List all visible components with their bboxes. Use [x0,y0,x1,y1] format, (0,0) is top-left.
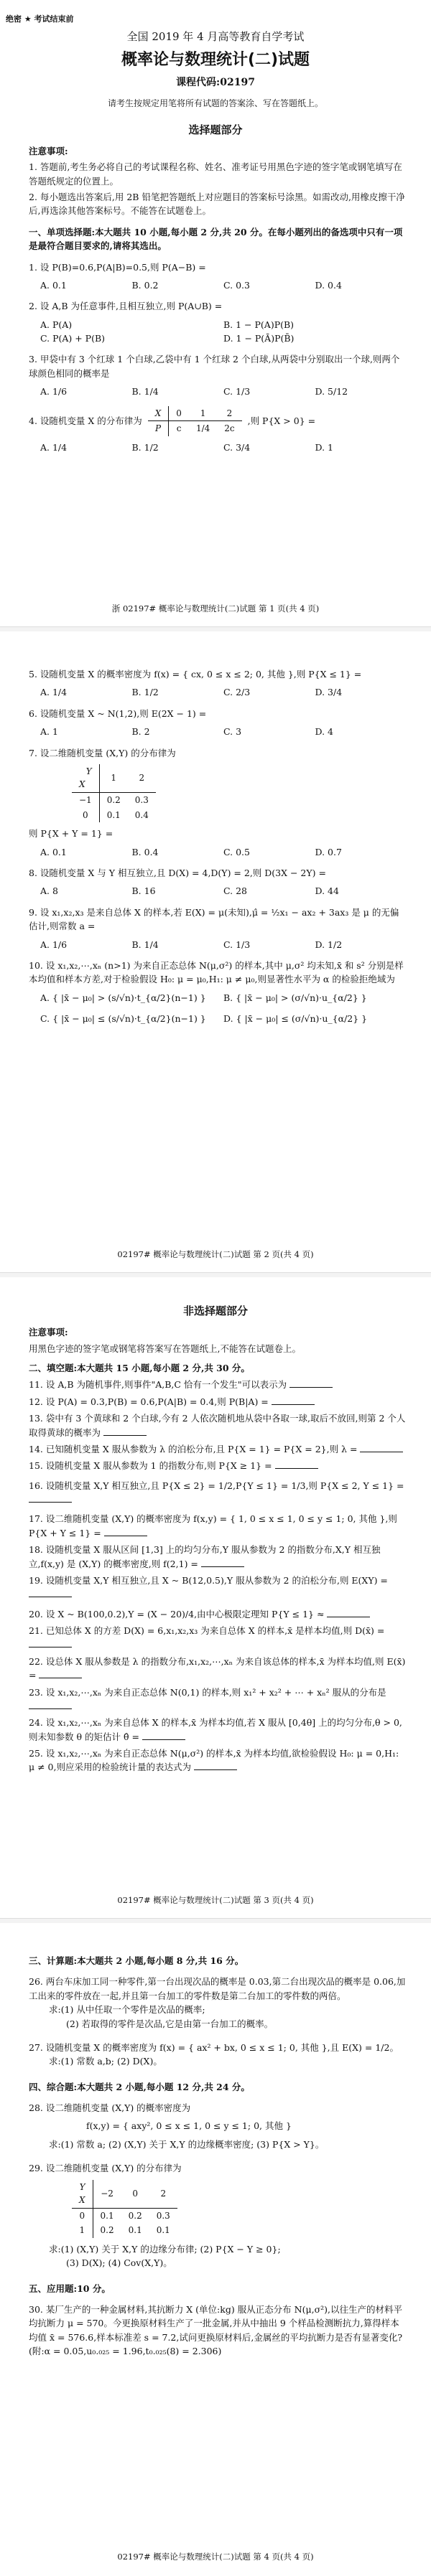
fill-text: 13. 袋中有 3 个黄球和 2 个白球,今有 2 人依次随机地从袋中各取一球,取后不放回,则第 2 个人取得黄球的概率为 [29,1413,406,1438]
fill-item-23 [29,1686,407,1714]
option-b: B. 1/4 [131,386,159,398]
option-c: C. 3 [223,726,242,738]
question-stem: 4. 设随机变量 X 的分布律为 [29,415,142,426]
table-cell: c [176,423,182,434]
table-cell: 0.2 [106,795,121,806]
table-cell: P [148,421,169,436]
option-b: B. 1/4 [131,939,159,950]
fill-text: 22. 设总体 X 服从参数是 λ 的指数分布,x₁,x₂,⋯,xₙ 为来自该总体的样本,x̄ 为样本均值,则 E(x̄) = [29,1655,406,1681]
options [40,385,407,398]
fill-item-15 [29,1459,407,1472]
table-cell: 0 [169,406,189,421]
question-stem: 28. 设二维随机变量 (X,Y) 的概率密度为 [29,2102,191,2113]
option-c: C. 1/3 [223,386,251,398]
table-row [72,793,156,808]
page-footer: 02197# 概率论与数理统计(二)试题 第 3 页(共 4 页) [117,1895,314,1905]
fill-text: 19. 设随机变量 X,Y 相互独立,且 X ~ B(12,0.5),Y 服从参数为 2 的泊松分布,则 E(XY) = [29,1574,388,1586]
density-formula: f(x,y) = { axy², 0 ≤ x ≤ 1, 0 ≤ y ≤ 1; 0, 其他 } [86,2120,292,2132]
course-code: 课程代码:02197 [176,77,255,89]
option-a: A. 1/4 [40,441,68,453]
sub-question: 求:(1) 常数 a,b; (2) D(X)。 [49,2056,162,2067]
answer-blank [201,1559,244,1567]
table-corner-y: Y [85,766,92,776]
page-separator [0,1918,431,1923]
table-corner-y: Y [79,2181,85,2192]
fill-item-18 [29,1543,407,1571]
option-b: B. 2 [131,726,150,738]
question-27 [29,2041,407,2069]
option-a: A. P(A) [40,319,73,330]
sub-question: (2) 若取得的零件是次品,它是由第一台加工的概率。 [66,2018,274,2029]
question-5 [29,667,407,700]
section-title: 二、填空题:本大题共 15 小题,每小题 2 分,共 30 分。 [29,1363,250,1373]
fill-item-22 [29,1655,407,1683]
table-row [72,2208,177,2223]
options [40,441,407,454]
question-stem-tail: ,则 P{X > 0} = [247,415,316,426]
answer-blank [327,1609,370,1617]
page-separator [0,1272,431,1277]
option-b: B. 16 [131,885,156,897]
table-header: 1 [99,764,128,793]
question-stem: 9. 设 x₁,x₂,x₃ 是来自总体 X 的样本,若 E(X) = μ(未知),μ̂ = ½x₁ − ax₂ + 3ax₃ 是 μ 的无偏估计,则常数 a = [29,906,399,932]
table-cell: 2 [217,406,241,421]
fill-text: 21. 已知总体 X 的方差 D(X) = 6,x₁,x₂,x₃ 为来自总体 X 的样本,x̄ 是样本均值,则 D(x̄) = [29,1625,385,1636]
attention-title: 注意事项: [29,1327,68,1338]
question-8 [29,866,407,898]
section-title: 一、单项选择题:本大题共 10 小题,每小题 2 分,共 20 分。在每小题列出的备选项中只有一项是最符合题目要求的,请将其选出。 [29,226,403,252]
option-a: A. { |x̄ − μ₀| > (s/√n)·t_{α/2}(n−1) } [40,992,206,1003]
fill-item-24 [29,1716,407,1744]
answer-blank [29,1639,72,1647]
table-cell: −1 [72,793,99,808]
question-4 [29,406,407,455]
answer-blank [104,1528,147,1536]
distribution-table [148,406,242,436]
fill-item-20 [29,1607,407,1621]
option-d: D. 5/12 [315,386,348,398]
question-stem-tail: 则 P{X + Y = 1} = [29,828,113,840]
answer-blank [360,1444,403,1452]
sub-question: 求:(1) 从中任取一个零件是次品的概率; [49,2004,205,2016]
table-cell: X [148,406,169,421]
option-b: B. 1 − P(A)P(B) [223,319,295,330]
sub-question: 求:(1) 常数 a; (2) (X,Y) 关于 X,Y 的边缘概率密度; (3) P{X > Y}。 [49,2138,325,2150]
option-c: C. 1/3 [223,939,251,950]
option-a: A. 1/6 [40,939,68,950]
answer-blank [272,1396,315,1405]
table-header: −2 [93,2180,121,2209]
option-a: A. 1 [40,726,58,738]
fill-item-19 [29,1574,407,1602]
option-c: C. 3/4 [223,441,251,453]
options [40,725,407,738]
table-corner [72,764,99,793]
answer-blank [103,1427,147,1436]
fill-text: 15. 设随机变量 X 服从参数为 1 的指数分布,则 P{X ≥ 1} = [29,1460,272,1472]
answer-note: 请考生按规定用笔将所有试题的答案涂、写在答题纸上。 [107,98,323,109]
fill-text: 17. 设二维随机变量 (X,Y) 的概率密度为 f(x,y) = { 1, 0 ≤ x ≤ 1, 0 ≤ y ≤ 1; 0, 其他 },则 P{X + Y ≤ 1} = [29,1513,397,1538]
fill-text: 16. 设随机变量 X,Y 相互独立,且 P{X ≤ 2} = 1/2,P{Y ≤ 1} = 1/3,则 P{X ≤ 2, Y ≤ 1} = [29,1480,404,1491]
question-3 [29,352,407,398]
options [40,938,407,951]
option-d: D. 44 [315,885,339,897]
table-cell: 0 [72,2208,93,2223]
page-separator [0,626,431,631]
table-cell: 1 [72,2223,93,2238]
question-stem: 30. 某厂生产的一种金属材料,其抗断力 X (单位:kg) 服从正态分布 N(μ,σ²),以往生产的材料平均抗断力 μ = 570。今更换原材料生产了一批金属,并从中抽出 9 个样品检测断抗力,算得样本均值 x̄ = 576.6,样本标准差 s = 7.2,试问更换原材料后,金属丝的平均抗断力是否有显著变化?(附:α = 0.05,u₀.₀₂₅ = 1.96,t₀.₀₂₅(8) = 2.306) [29,2304,403,2357]
page-2 [0,631,431,1277]
part-title-non-choice: 非选择题部分 [182,1305,248,1317]
table-cell: 0.1 [106,809,121,820]
secret-mark: 绝密 ★ 考试结束前 [6,14,74,24]
table-header: 2 [128,764,156,793]
question-2 [29,299,407,345]
option-c: C. 0.3 [223,279,250,291]
option-a: A. 1/4 [40,687,68,698]
joint-distribution-table [72,764,156,822]
table-row [72,2223,177,2238]
page-4 [0,1923,431,2576]
fill-text: 20. 设 X ~ B(100,0.2),Y = (X − 20)/4,由中心极限定理知 P{Y ≤ 1} ≈ [29,1608,325,1620]
answer-blank [275,1460,318,1469]
question-stem: 3. 甲袋中有 3 个红球 1 个白球,乙袋中有 1 个红球 2 个白球,从两袋中分别取出一个球,则两个球颜色相同的概率是 [29,354,400,379]
option-d: D. 3/4 [315,687,343,698]
option-d: D. 4 [315,726,333,738]
answer-blank [289,1379,333,1388]
option-b: B. 0.4 [131,846,159,857]
joint-distribution-table [72,2180,177,2238]
option-d: D. 1 − P(Ā)P(B̄) [223,333,295,344]
question-10 [29,959,407,1026]
options [40,685,407,699]
question-6 [29,707,407,739]
option-b: B. 1/2 [131,441,159,453]
question-9 [29,906,407,951]
fill-text: 14. 已知随机变量 X 服从参数为 λ 的泊松分布,且 P{X = 1} = P{X = 2},则 λ = [29,1443,358,1454]
fill-item-12 [29,1395,407,1409]
page-footer: 02197# 概率论与数理统计(二)试题 第 4 页(共 4 页) [117,2552,314,2562]
fill-text: 24. 设 x₁,x₂,⋯,xₙ 为来自总体 X 的样本,x̄ 为样本均值,若 X 服从 [0,4θ] 上的均匀分布,θ > 0,则未知参数 θ 的矩估计 θ̂ = [29,1717,402,1742]
question-29 [29,2161,407,2270]
table-cell: 1 [189,406,217,421]
options [40,991,407,1026]
fill-text: 25. 设 x₁,x₂,⋯,xₙ 为来自正态总体 N(μ,σ²) 的样本,x̄ 为样本均值,欲检验假设 H₀: μ = 0,H₁: μ ≠ 0,则应采用的检验统计量的表达式为 [29,1748,399,1773]
table-row [72,808,156,823]
answer-blank [29,1701,72,1709]
question-26 [29,1975,407,2031]
option-b: B. 0.2 [131,279,159,291]
question-stem: 5. 设随机变量 X 的概率密度为 f(x) = { cx, 0 ≤ x ≤ 2; 0, 其他 },则 P{X ≤ 1} = [29,669,362,680]
option-a: A. 8 [40,885,58,897]
exam-title: 全国 2019 年 4 月高等教育自学考试 [126,30,305,43]
fill-text: 18. 设随机变量 X 服从区间 [1,3] 上的均匀分布,Y 服从参数为 2 的指数分布,X,Y 相互独立,f(x,y) 是 (X,Y) 的概率密度,则 f(2,1) = [29,1544,381,1569]
table-corner-x: X [79,2195,85,2206]
question-stem: 27. 设随机变量 X 的概率密度为 f(x) = { ax² + bx, 0 ≤ x ≤ 1; 0, 其他 },且 E(X) = 1/2。 [29,2041,399,2053]
table-header: 0 [121,2180,149,2209]
option-d: D. 0.7 [315,846,342,857]
question-stem: 6. 设随机变量 X ~ N(1,2),则 E(2X − 1) = [29,708,207,719]
question-1 [29,260,407,293]
table-cell: 0.1 [156,2225,170,2236]
question-28 [29,2101,407,2151]
option-d: D. 1 [315,441,333,453]
question-stem: 26. 两台车床加工同一种零件,第一台出现次品的概率是 0.03,第二台出现次品的概率是 0.06,加工出来的零件放在一起,并且第一台加工的零件数是第二台加工的零件数的两倍。 [29,1976,406,2001]
table-cell: 0.1 [100,2210,114,2221]
table-cell: 0.2 [100,2225,114,2236]
section-title: 五、应用题:10 分。 [29,2283,111,2294]
options [40,884,407,898]
table-cell: 0.4 [134,809,149,820]
option-a: A. 1/6 [40,386,68,398]
option-c: C. P(A) + P(B) [40,333,106,344]
answer-blank [194,1762,237,1770]
question-stem: 2. 设 A,B 为任意事件,且相互独立,则 P(A∪B) = [29,301,223,312]
table-cell: 0.2 [128,2210,142,2221]
table-cell: 1/4 [195,423,210,434]
options [40,845,407,859]
attention-title: 注意事项: [29,145,68,156]
question-stem: 29. 设二维随机变量 (X,Y) 的分布律为 [29,2163,182,2174]
table-header: 2 [149,2180,177,2209]
option-d: D. 0.4 [315,279,342,291]
table-cell: 0 [72,808,99,823]
sub-question: (3) D(X); (4) Cov(X,Y)。 [66,2257,172,2269]
table-corner-x: X [79,779,85,790]
answer-blank [29,1494,72,1503]
option-d: D. 1/2 [315,939,343,950]
table-cell: 0.3 [134,795,149,806]
question-30 [29,2303,407,2359]
question-stem: 1. 设 P(B)=0.6,P(A|B)=0.5,则 P(A−B) = [29,261,206,273]
page-footer: 02197# 概率论与数理统计(二)试题 第 2 页(共 4 页) [117,1249,314,1259]
section-title: 四、综合题:本大题共 2 小题,每小题 12 分,共 24 分。 [29,2081,250,2092]
paper-title: 概率论与数理统计(二)试题 [121,51,310,70]
option-b: B. { |x̄ − μ₀| > (σ/√n)·u_{α/2} } [223,992,367,1003]
section-title: 三、计算题:本大题共 2 小题,每小题 8 分,共 16 分。 [29,1955,244,1966]
attention-item: 用黑色字迹的签字笔或钢笔将答案写在答题纸上,不能答在试题卷上。 [29,1343,301,1354]
answer-blank [29,1589,72,1597]
fill-item-14 [29,1442,407,1456]
option-c: C. 28 [223,885,247,897]
table-cell: 0.3 [156,2210,170,2221]
fill-text: 12. 设 P(A) = 0.3,P(B) = 0.6,P(A|B) = 0.4,则 P(B|A) = [29,1396,269,1407]
question-stem: 7. 设二维随机变量 (X,Y) 的分布律为 [29,747,176,758]
fill-text: 23. 设 x₁,x₂,⋯,xₙ 为来自正态总体 N(0,1) 的样本,则 x₁² + x₂² + ⋯ + xₙ² 服从的分布是 [29,1686,386,1698]
page-footer: 浙 02197# 概率论与数理统计(二)试题 第 1 页(共 4 页) [111,603,320,614]
table-cell: 0.1 [128,2225,142,2236]
option-a: A. 0.1 [40,846,67,857]
option-c: C. 2/3 [223,687,251,698]
fill-text: 11. 设 A,B 为随机事件,则事件"A,B,C 恰有一个发生"可以表示为 [29,1379,287,1391]
option-c: C. 0.5 [223,846,250,857]
fill-item-13 [29,1411,407,1439]
page-3 [0,1277,431,1923]
fill-item-16 [29,1479,407,1507]
option-a: A. 0.1 [40,279,67,291]
fill-item-21 [29,1624,407,1652]
option-c: C. { |x̄ − μ₀| ≤ (s/√n)·t_{α/2}(n−1) } [40,1013,206,1024]
page-1 [0,0,431,631]
question-stem: 10. 设 x₁,x₂,⋯,xₙ (n>1) 为来自正态总体 N(μ,σ²) 的样本,其中 μ,σ² 均未知,x̄ 和 s² 分别是样本均值和样本方差,对于检验假设 H₀: μ = μ₀,H₁: μ ≠ μ₀,则显著性水平为 α 的检验拒绝域为 [29,959,404,985]
attention-item: 2. 每小题选出答案后,用 2B 铅笔把答题纸上对应题目的答案标号涂黑。如需改动,用橡皮擦干净后,再选涂其他答案标号。不能答在试题卷上。 [29,192,405,217]
question-stem: 8. 设随机变量 X 与 Y 相互独立,且 D(X) = 4,D(Y) = 2,则 D(3X − 2Y) = [29,868,326,878]
attention-item: 1. 答题前,考生务必将自己的考试课程名称、姓名、准考证号用黑色字迹的签字笔或钢笔填写在答题纸规定的位置上。 [29,161,402,187]
sub-question: 求:(1) (X,Y) 关于 X,Y 的边缘分布律; (2) P{X − Y ≥ 0}; [49,2243,281,2255]
fill-item-11 [29,1378,407,1391]
fill-item-17 [29,1512,407,1540]
question-7 [29,746,407,860]
answer-blank [142,1731,185,1740]
options [40,278,407,292]
part-title-choice: 选择题部分 [188,123,243,136]
table-corner [72,2180,93,2209]
option-b: B. 1/2 [131,687,159,698]
answer-blank [39,1670,82,1678]
option-d: D. { |x̄ − μ₀| ≤ (σ/√n)·u_{α/2} } [223,1013,368,1024]
options [40,318,407,346]
table-cell: 2c [224,423,235,434]
fill-item-25 [29,1747,407,1774]
